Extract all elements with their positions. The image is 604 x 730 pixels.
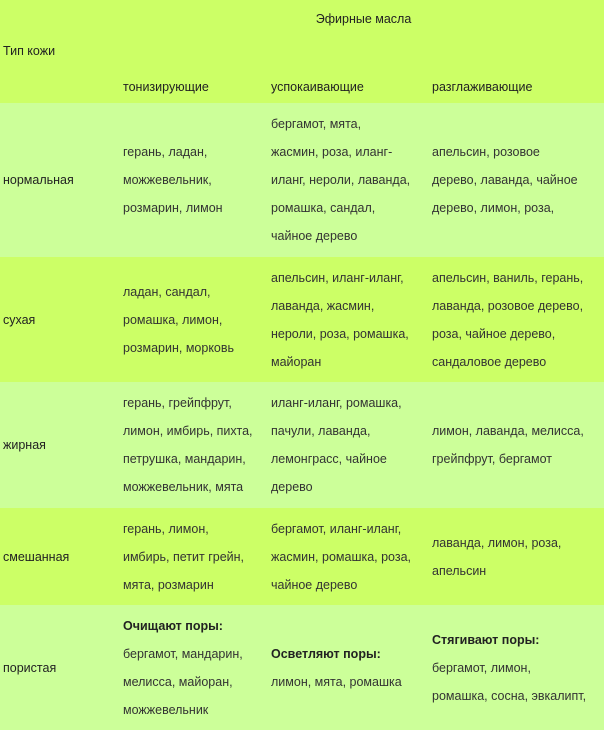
column-header-toning: тонизирующие — [123, 80, 209, 94]
oils-list: бергамот, лимон, ромашка, сосна, эвкалипт, — [432, 660, 587, 703]
header-row-title — [0, 0, 604, 60]
table-row-combination — [0, 508, 604, 605]
table-row-porous — [0, 605, 604, 730]
cell-normal-calming — [271, 103, 432, 257]
column-header-calming: успокаивающие — [271, 80, 364, 94]
cell-normal-toning — [123, 103, 271, 257]
cell-oily-smoothing — [432, 382, 604, 508]
oils-list: бергамот, мандарин, мелисса, майоран, можжевельник — [123, 646, 243, 717]
oils-list: бергамот, иланг-иланг, жасмин, ромашка, роза, чайное дерево — [271, 521, 412, 592]
table-row-oily — [0, 382, 604, 508]
skin-type-normal: нормальная — [3, 173, 74, 187]
table-row-normal — [0, 103, 604, 257]
cell-oily-calming — [271, 382, 432, 508]
oils-list: ладан, сандал, ромашка, лимон, розмарин, морковь — [123, 284, 235, 355]
essential-oils-title: Эфирные масла — [315, 12, 412, 26]
table-row-dry — [0, 257, 604, 382]
skin-type-combination: смешанная — [3, 549, 70, 564]
skin-type-porous: пористая — [3, 660, 57, 675]
cell-porous-toning — [123, 605, 271, 730]
cell-combination-smoothing — [432, 508, 604, 605]
cell-porous-smoothing — [432, 605, 604, 730]
oils-list: герань, ладан, можжевельник, розмарин, лимон — [123, 145, 223, 215]
skin-type-header: Тип кожи — [3, 44, 56, 58]
skin-type-dry: сухая — [3, 312, 36, 327]
oils-list: лимон, лаванда, мелисса, грейпфрут, бергамот — [432, 424, 584, 466]
cell-combination-calming — [271, 508, 432, 605]
oils-list: герань, лимон, имбирь, петит грейн, мята, розмарин — [123, 521, 245, 592]
cell-dry-smoothing — [432, 257, 604, 382]
cell-porous-calming — [271, 605, 432, 730]
cell-normal-smoothing — [432, 103, 604, 257]
oils-list: апельсин, розовое дерево, лаванда, чайное дерево, лимон, роза, — [432, 145, 578, 215]
pores-cleansing-heading: Очищают поры: — [123, 618, 223, 633]
oils-list: апельсин, иланг-иланг, лаванда, жасмин, нероли, роза, ромашка, майоран — [271, 270, 409, 369]
oils-list: бергамот, мята, жасмин, роза, иланг- иланг, нероли, лаванда, ромашка, сандал, чайное дерево — [271, 117, 411, 243]
cell-oily-toning — [123, 382, 271, 508]
pores-brightening-heading: Осветляют поры: — [271, 646, 381, 661]
oils-list: лаванда, лимон, роза, апельсин — [432, 535, 562, 578]
cell-dry-toning — [123, 257, 271, 382]
column-header-smoothing: разглаживающие — [432, 80, 533, 94]
cell-dry-calming — [271, 257, 432, 382]
cell-combination-toning — [123, 508, 271, 605]
oils-list: герань, грейпфрут, лимон, имбирь, пихта, петрушка, мандарин, можжевельник, мята — [123, 396, 253, 494]
pores-tightening-heading: Стягивают поры: — [432, 632, 540, 647]
oils-list: лимон, мята, ромашка — [271, 674, 402, 689]
skin-type-oily: жирная — [3, 438, 46, 452]
oils-list: апельсин, ваниль, герань, лаванда, розовое дерево, роза, чайное дерево, сандаловое дерево — [432, 270, 584, 369]
oils-list: иланг-иланг, ромашка, пачули, лаванда, лемонграсс, чайное дерево — [271, 396, 402, 494]
